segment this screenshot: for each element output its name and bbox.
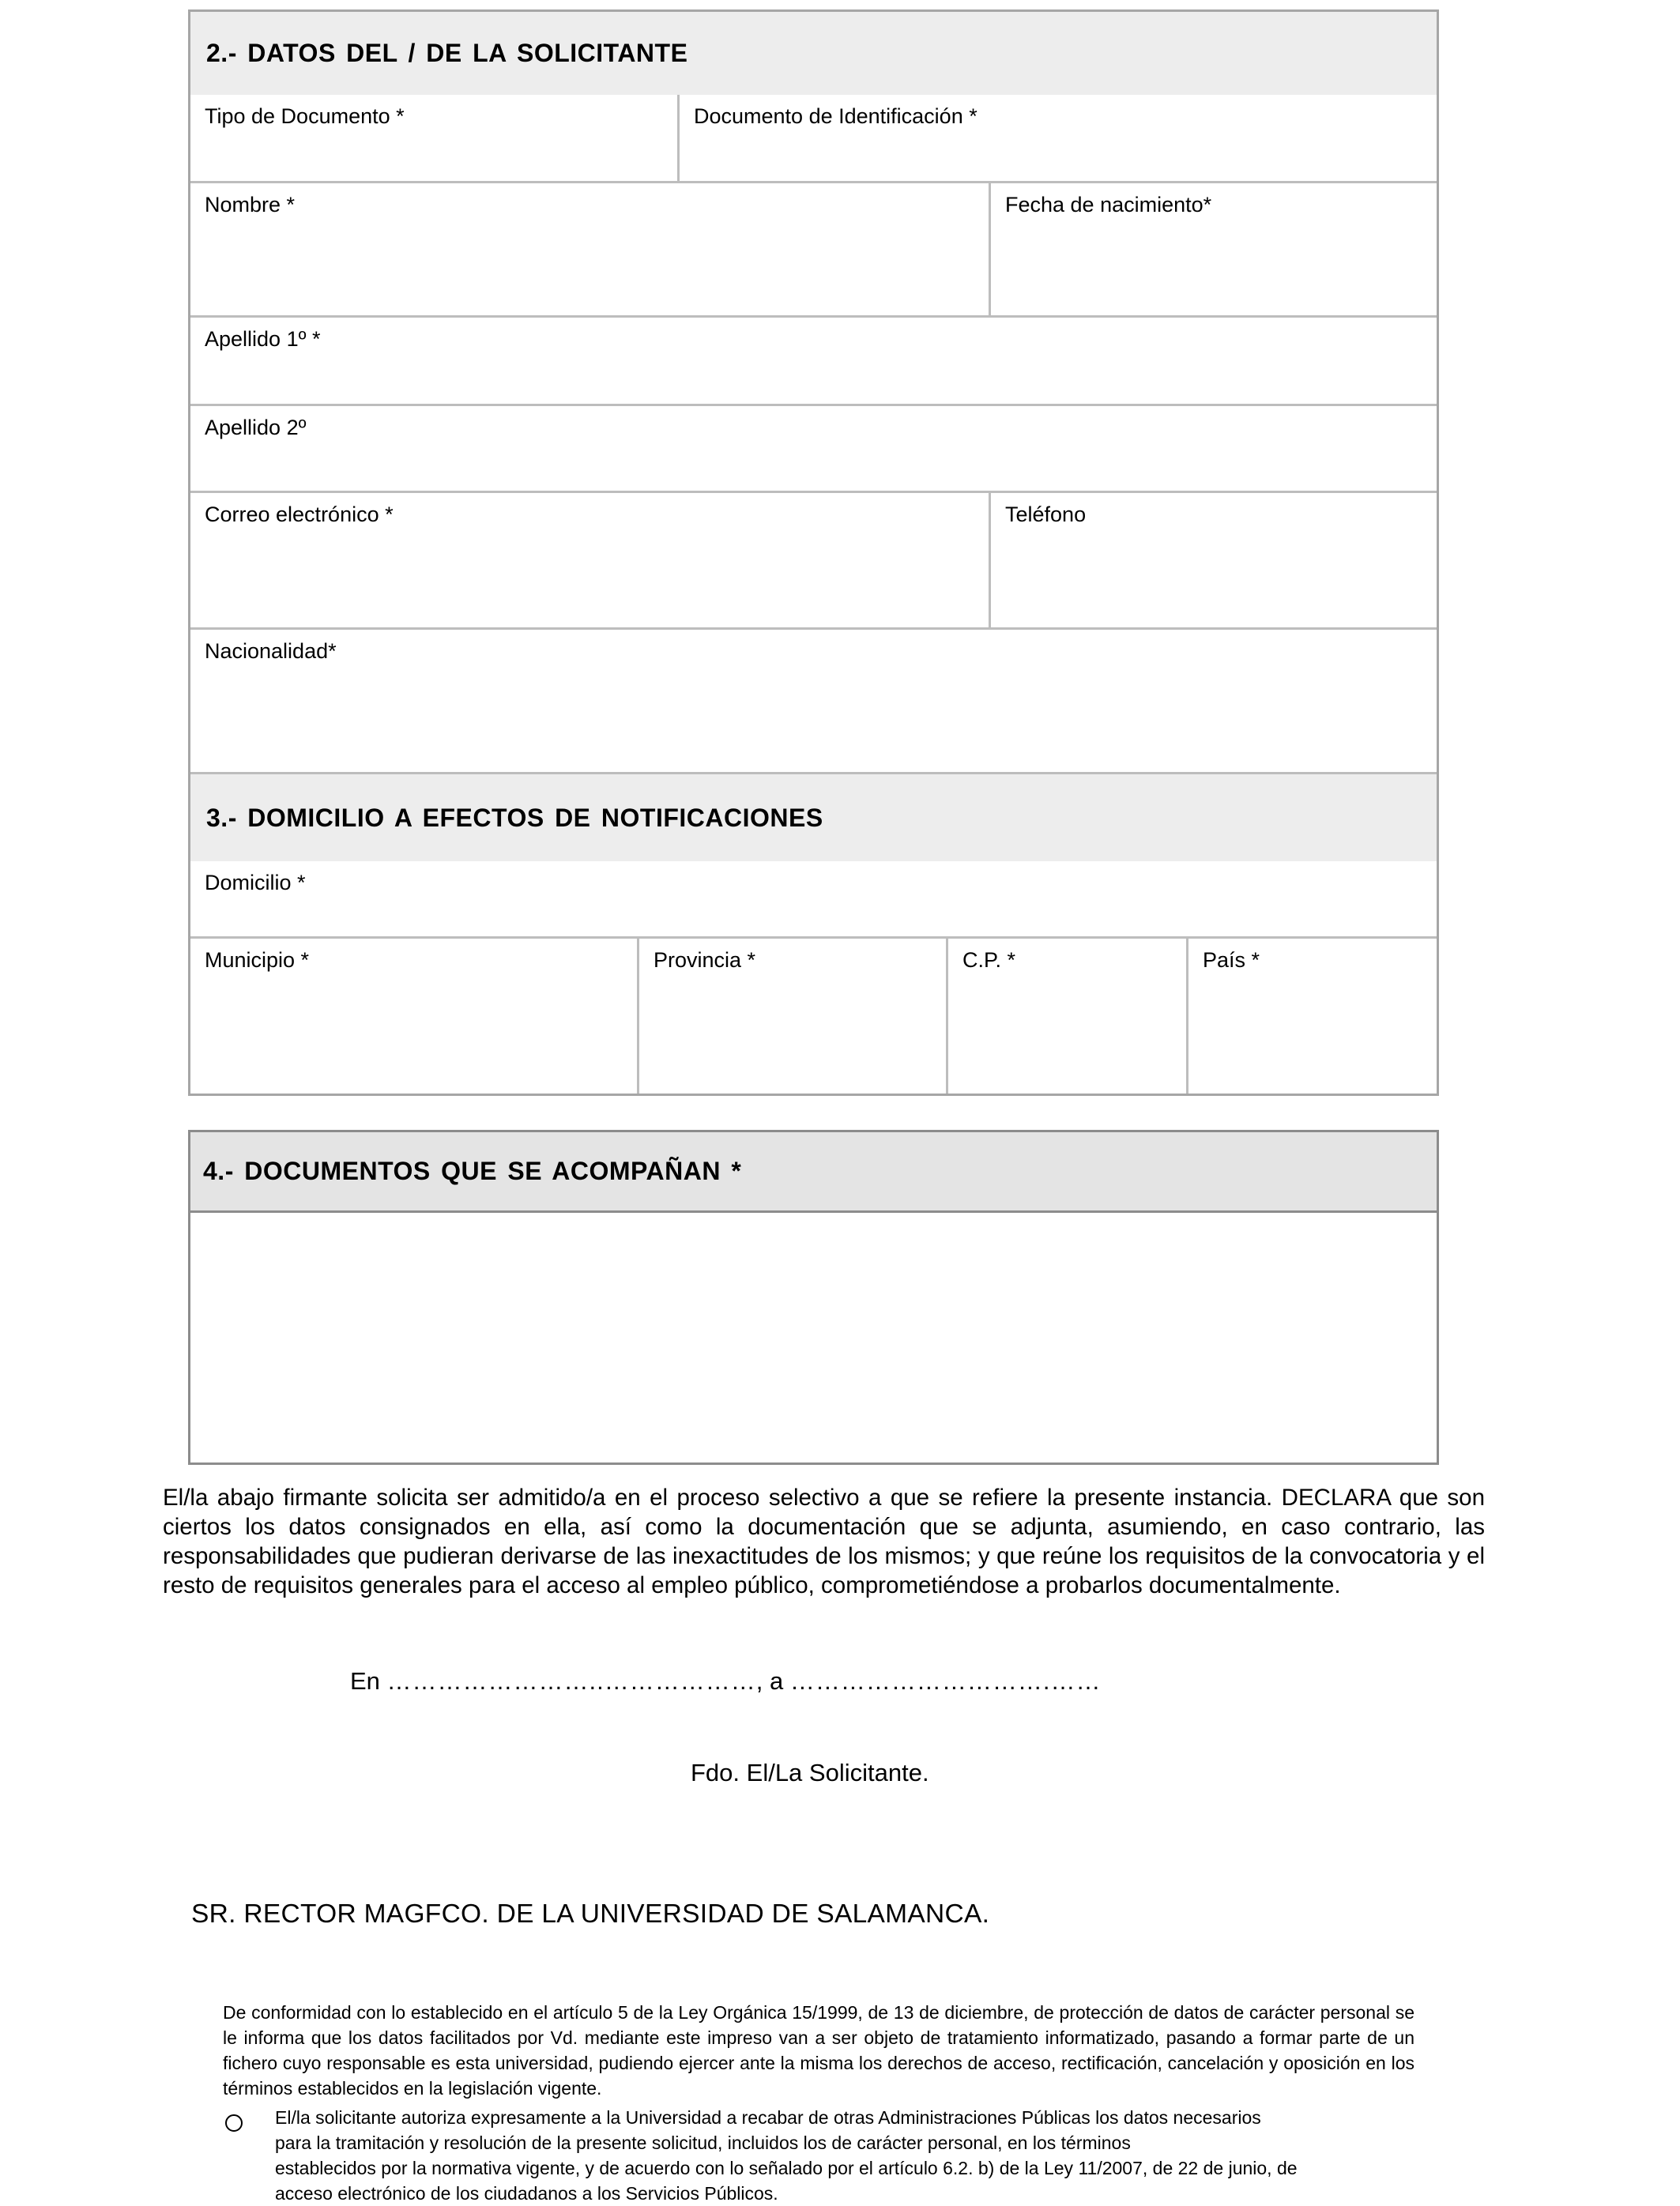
tipo-documento-field[interactable] [190,95,680,183]
apellido-1-label: Apellido 1º * [205,327,321,351]
documents-area[interactable] [190,1215,1437,1463]
apellido-2-field[interactable] [190,406,1437,493]
telefono-label: Teléfono [1005,503,1087,526]
domicilio-label: Domicilio * [205,871,306,894]
apellido-1-field[interactable] [190,318,1437,406]
telefono-field[interactable] [991,493,1437,630]
provincia-field[interactable] [639,939,948,1094]
section-4-title: 4.- DOCUMENTOS QUE SE ACOMPAÑAN * [203,1157,742,1185]
authorization-text [275,2105,1405,2206]
fecha-nacimiento-field[interactable] [991,183,1437,318]
section-4-header [190,1132,1437,1213]
section-3-title: 3.- DOMICILIO A EFECTOS DE NOTIFICACIONES [206,803,823,832]
domicilio-field[interactable] [190,861,1437,939]
documento-identificacion-field[interactable] [680,95,1437,183]
authorization-line-1: El/la solicitante autoriza expresamente a la Universidad a recabar de otras Administraciones Públicas los datos necesarios [275,2107,1261,2128]
nacionalidad-field[interactable] [190,630,1437,774]
section-2-title: 2.- DATOS DEL / DE LA SOLICITANTE [206,39,688,67]
date-prefix: , a [755,1667,784,1695]
documento-identificacion-label: Documento de Identificación * [694,104,977,128]
apellido-2-label: Apellido 2º [205,416,307,439]
nombre-label: Nombre * [205,193,296,216]
signature-label: Fdo. El/La Solicitante. [691,1759,929,1786]
cp-label: C.P. * [962,948,1016,972]
section-2-header [190,12,1437,95]
place-date-line [350,1667,1102,1696]
privacy-note: De conformidad con lo establecido en el artículo 5 de la Ley Orgánica 15/1999, de 13 de diciembre, de protección de datos de carácter personal se le informa que los datos facilitados por Vd. mediante este impreso van a ser objeto de tratamiento informatizado, pasando a formar parte de un fichero cuyo responsable es esta universidad, pudiendo ejercer ante la misma los derechos de acceso, rectificación, cancelación y oposición en los términos establecidos en la legislación vigente. [223,2002,1414,2099]
authorization-line-3: establecidos por la normativa vigente, y de acuerdo con lo señalado por el artículo 6.2. b) de la Ley 11/2007, de 22 de junio, de [275,2158,1298,2178]
declaration-text: El/la abajo firmante solicita ser admitido/a en el proceso selectivo a que se refiere la presente instancia. DECLARA que son ciertos los datos consignados en ella, así como la documentación que se adjunta, asumiendo, en caso contrario, las responsabilidades que pudieran derivarse de las inexactitudes de los mismos; y que reúne los requisitos de la convocatoria y el resto de requisitos generales para el acceso al empleo público, comprometiéndose a probarlos documentalmente. [163,1485,1485,1598]
date-blank[interactable]: ………………………….…… [789,1667,1102,1695]
municipio-label: Municipio * [205,948,310,972]
correo-label: Correo electrónico * [205,503,394,526]
nombre-field[interactable] [190,183,991,318]
tipo-documento-label: Tipo de Documento * [205,104,405,128]
correo-field[interactable] [190,493,991,630]
fecha-nacimiento-label: Fecha de nacimiento* [1005,193,1212,216]
place-blank[interactable]: ……………………..……………… [386,1667,756,1695]
provincia-label: Provincia * [654,948,756,972]
municipio-field[interactable] [190,939,639,1094]
authorization-line-2: para la tramitación y resolución de la presente solicitud, incluidos los de carácter personal, en los términos [275,2133,1131,2153]
pais-label: País * [1203,948,1260,972]
pais-field[interactable] [1188,939,1437,1094]
addressee: SR. RECTOR MAGFCO. DE LA UNIVERSIDAD DE SALAMANCA. [191,1899,990,1929]
place-prefix: En [350,1667,380,1695]
authorization-radio[interactable] [225,2114,243,2132]
section-3-header [190,774,1437,861]
cp-field[interactable] [948,939,1188,1094]
authorization-line-4: acceso electrónico de los ciudadanos a los Servicios Públicos. [275,2183,778,2204]
nacionalidad-label: Nacionalidad* [205,639,337,663]
